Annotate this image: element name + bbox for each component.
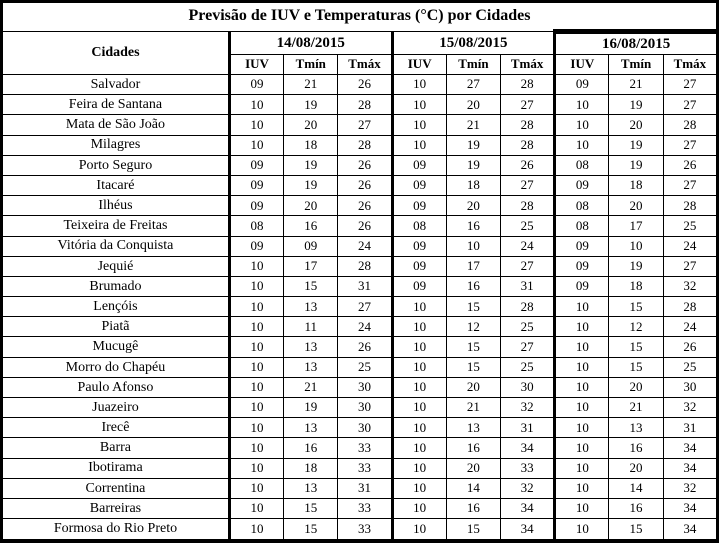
value-cell: 19 — [284, 95, 338, 115]
value-cell: 25 — [338, 357, 392, 377]
value-cell: 15 — [284, 498, 338, 518]
city-cell: Formosa do Rio Preto — [2, 519, 230, 541]
value-cell: 10 — [555, 95, 609, 115]
value-cell: 20 — [446, 458, 500, 478]
value-cell: 33 — [338, 498, 392, 518]
value-cell: 28 — [501, 297, 555, 317]
value-cell: 19 — [446, 135, 500, 155]
value-cell: 27 — [338, 297, 392, 317]
value-cell: 30 — [501, 377, 555, 397]
value-cell: 10 — [229, 377, 283, 397]
value-cell: 15 — [609, 297, 663, 317]
value-cell: 10 — [229, 297, 283, 317]
value-cell: 14 — [446, 478, 500, 498]
value-cell: 17 — [609, 216, 663, 236]
value-cell: 16 — [446, 438, 500, 458]
table-row — [2, 357, 718, 377]
value-cell: 31 — [338, 478, 392, 498]
value-cell: 33 — [501, 458, 555, 478]
value-cell: 10 — [555, 377, 609, 397]
value-cell: 27 — [663, 256, 717, 276]
tmin-header-1: Tmín — [284, 55, 338, 75]
value-cell: 09 — [229, 196, 283, 216]
table-row — [2, 418, 718, 438]
value-cell: 10 — [392, 297, 446, 317]
value-cell: 16 — [446, 216, 500, 236]
value-cell: 09 — [229, 175, 283, 195]
value-cell: 10 — [229, 337, 283, 357]
value-cell: 10 — [392, 498, 446, 518]
table-body — [2, 75, 718, 542]
value-cell: 10 — [392, 75, 446, 95]
city-cell: Porto Seguro — [2, 155, 230, 175]
value-cell: 32 — [501, 398, 555, 418]
value-cell: 26 — [501, 155, 555, 175]
value-cell: 26 — [338, 337, 392, 357]
value-cell: 15 — [284, 276, 338, 296]
tmax-header-2: Tmáx — [501, 55, 555, 75]
value-cell: 15 — [446, 297, 500, 317]
value-cell: 16 — [446, 276, 500, 296]
value-cell: 28 — [501, 135, 555, 155]
value-cell: 10 — [555, 135, 609, 155]
city-cell: Ilhéus — [2, 196, 230, 216]
city-cell: Mata de São João — [2, 115, 230, 135]
value-cell: 26 — [663, 155, 717, 175]
table-row — [2, 519, 718, 541]
value-cell: 09 — [392, 256, 446, 276]
value-cell: 28 — [501, 115, 555, 135]
value-cell: 27 — [663, 175, 717, 195]
value-cell: 15 — [284, 519, 338, 541]
value-cell: 27 — [663, 95, 717, 115]
table-row — [2, 135, 718, 155]
value-cell: 28 — [663, 297, 717, 317]
value-cell: 20 — [609, 196, 663, 216]
table-row — [2, 498, 718, 518]
city-cell: Salvador — [2, 75, 230, 95]
value-cell: 28 — [501, 75, 555, 95]
table-row — [2, 75, 718, 95]
value-cell: 10 — [555, 337, 609, 357]
value-cell: 28 — [338, 256, 392, 276]
value-cell: 10 — [555, 519, 609, 541]
value-cell: 09 — [229, 236, 283, 256]
table-row — [2, 276, 718, 296]
value-cell: 09 — [555, 256, 609, 276]
value-cell: 13 — [284, 337, 338, 357]
value-cell: 08 — [555, 216, 609, 236]
value-cell: 14 — [609, 478, 663, 498]
value-cell: 34 — [663, 498, 717, 518]
title-row — [2, 2, 718, 32]
tmin-header-2: Tmín — [446, 55, 500, 75]
city-cell: Feira de Santana — [2, 95, 230, 115]
value-cell: 19 — [284, 155, 338, 175]
value-cell: 10 — [392, 317, 446, 337]
value-cell: 19 — [609, 155, 663, 175]
value-cell: 13 — [446, 418, 500, 438]
value-cell: 10 — [229, 357, 283, 377]
value-cell: 09 — [555, 175, 609, 195]
value-cell: 10 — [392, 519, 446, 541]
value-cell: 10 — [392, 135, 446, 155]
value-cell: 15 — [446, 519, 500, 541]
value-cell: 13 — [284, 357, 338, 377]
table-row — [2, 115, 718, 135]
city-cell: Jequié — [2, 256, 230, 276]
value-cell: 28 — [663, 196, 717, 216]
table-row — [2, 478, 718, 498]
value-cell: 30 — [338, 418, 392, 438]
iuv-header-1: IUV — [229, 55, 283, 75]
value-cell: 10 — [555, 438, 609, 458]
value-cell: 20 — [284, 196, 338, 216]
value-cell: 10 — [392, 438, 446, 458]
value-cell: 09 — [392, 236, 446, 256]
value-cell: 10 — [229, 398, 283, 418]
value-cell: 08 — [555, 196, 609, 216]
value-cell: 27 — [501, 337, 555, 357]
value-cell: 28 — [338, 95, 392, 115]
value-cell: 26 — [338, 216, 392, 236]
value-cell: 24 — [663, 236, 717, 256]
value-cell: 10 — [392, 377, 446, 397]
value-cell: 10 — [229, 418, 283, 438]
value-cell: 10 — [392, 418, 446, 438]
value-cell: 26 — [338, 75, 392, 95]
value-cell: 20 — [284, 115, 338, 135]
value-cell: 10 — [229, 478, 283, 498]
city-cell: Barreiras — [2, 498, 230, 518]
value-cell: 10 — [555, 418, 609, 438]
value-cell: 16 — [446, 498, 500, 518]
value-cell: 20 — [609, 115, 663, 135]
value-cell: 31 — [501, 276, 555, 296]
table-row — [2, 317, 718, 337]
value-cell: 28 — [338, 135, 392, 155]
value-cell: 27 — [338, 115, 392, 135]
value-cell: 25 — [501, 317, 555, 337]
value-cell: 18 — [609, 276, 663, 296]
table-row — [2, 398, 718, 418]
value-cell: 28 — [501, 196, 555, 216]
value-cell: 09 — [229, 75, 283, 95]
value-cell: 25 — [663, 216, 717, 236]
city-cell: Juazeiro — [2, 398, 230, 418]
value-cell: 30 — [338, 398, 392, 418]
table-row — [2, 458, 718, 478]
value-cell: 21 — [284, 75, 338, 95]
value-cell: 19 — [284, 175, 338, 195]
page-title: Previsão de IUV e Temperaturas (°C) por Cidades — [2, 2, 718, 32]
value-cell: 25 — [501, 357, 555, 377]
table-row — [2, 236, 718, 256]
value-cell: 27 — [446, 75, 500, 95]
table-row — [2, 175, 718, 195]
value-cell: 24 — [501, 236, 555, 256]
value-cell: 18 — [609, 175, 663, 195]
value-cell: 32 — [663, 398, 717, 418]
value-cell: 19 — [609, 135, 663, 155]
value-cell: 09 — [229, 155, 283, 175]
value-cell: 10 — [555, 357, 609, 377]
value-cell: 10 — [392, 398, 446, 418]
value-cell: 08 — [555, 155, 609, 175]
value-cell: 16 — [284, 438, 338, 458]
value-cell: 09 — [284, 236, 338, 256]
value-cell: 27 — [663, 135, 717, 155]
value-cell: 13 — [284, 418, 338, 438]
value-cell: 11 — [284, 317, 338, 337]
city-cell: Teixeira de Freitas — [2, 216, 230, 236]
value-cell: 09 — [392, 276, 446, 296]
value-cell: 28 — [663, 115, 717, 135]
value-cell: 15 — [446, 357, 500, 377]
tmax-header-1: Tmáx — [338, 55, 392, 75]
value-cell: 10 — [555, 478, 609, 498]
value-cell: 27 — [501, 256, 555, 276]
value-cell: 27 — [501, 95, 555, 115]
date-header-1: 14/08/2015 — [229, 32, 392, 55]
value-cell: 32 — [501, 478, 555, 498]
value-cell: 10 — [555, 498, 609, 518]
value-cell: 20 — [446, 377, 500, 397]
value-cell: 10 — [555, 398, 609, 418]
value-cell: 09 — [555, 75, 609, 95]
city-cell: Piatã — [2, 317, 230, 337]
value-cell: 13 — [284, 478, 338, 498]
value-cell: 10 — [392, 357, 446, 377]
value-cell: 19 — [284, 398, 338, 418]
value-cell: 09 — [392, 155, 446, 175]
value-cell: 09 — [392, 196, 446, 216]
iuv-header-2: IUV — [392, 55, 446, 75]
value-cell: 32 — [663, 478, 717, 498]
city-cell: Vitória da Conquista — [2, 236, 230, 256]
value-cell: 21 — [446, 398, 500, 418]
value-cell: 10 — [229, 498, 283, 518]
value-cell: 15 — [609, 357, 663, 377]
value-cell: 27 — [663, 75, 717, 95]
value-cell: 15 — [446, 337, 500, 357]
value-cell: 19 — [609, 95, 663, 115]
city-cell: Paulo Afonso — [2, 377, 230, 397]
value-cell: 27 — [501, 175, 555, 195]
table-row — [2, 155, 718, 175]
value-cell: 21 — [446, 115, 500, 135]
value-cell: 31 — [501, 418, 555, 438]
city-cell: Lençóis — [2, 297, 230, 317]
tmax-header-3: Tmáx — [663, 55, 717, 75]
value-cell: 16 — [284, 216, 338, 236]
value-cell: 34 — [663, 458, 717, 478]
value-cell: 10 — [229, 135, 283, 155]
table-row — [2, 216, 718, 236]
value-cell: 18 — [284, 135, 338, 155]
city-cell: Brumado — [2, 276, 230, 296]
value-cell: 10 — [229, 276, 283, 296]
value-cell: 21 — [284, 377, 338, 397]
value-cell: 19 — [609, 256, 663, 276]
tmin-header-3: Tmín — [609, 55, 663, 75]
value-cell: 33 — [338, 519, 392, 541]
value-cell: 10 — [229, 256, 283, 276]
date-header-row — [2, 32, 718, 55]
value-cell: 10 — [446, 236, 500, 256]
value-cell: 09 — [392, 175, 446, 195]
value-cell: 24 — [663, 317, 717, 337]
value-cell: 31 — [663, 418, 717, 438]
table-row — [2, 196, 718, 216]
value-cell: 10 — [392, 458, 446, 478]
value-cell: 16 — [609, 498, 663, 518]
city-cell: Correntina — [2, 478, 230, 498]
iuv-header-3: IUV — [555, 55, 609, 75]
value-cell: 10 — [609, 236, 663, 256]
value-cell: 20 — [446, 95, 500, 115]
value-cell: 20 — [446, 196, 500, 216]
city-cell: Itacaré — [2, 175, 230, 195]
table-row — [2, 95, 718, 115]
value-cell: 09 — [555, 276, 609, 296]
value-cell: 33 — [338, 458, 392, 478]
date-header-2: 15/08/2015 — [392, 32, 555, 55]
value-cell: 26 — [663, 337, 717, 357]
city-cell: Irecê — [2, 418, 230, 438]
value-cell: 12 — [609, 317, 663, 337]
value-cell: 31 — [338, 276, 392, 296]
value-cell: 17 — [446, 256, 500, 276]
value-cell: 30 — [663, 377, 717, 397]
value-cell: 30 — [338, 377, 392, 397]
value-cell: 26 — [338, 196, 392, 216]
city-cell: Mucugê — [2, 337, 230, 357]
value-cell: 34 — [663, 519, 717, 541]
city-cell: Milagres — [2, 135, 230, 155]
value-cell: 10 — [555, 317, 609, 337]
city-cell: Ibotirama — [2, 458, 230, 478]
value-cell: 10 — [392, 337, 446, 357]
value-cell: 10 — [392, 95, 446, 115]
value-cell: 10 — [229, 317, 283, 337]
city-cell: Barra — [2, 438, 230, 458]
value-cell: 10 — [392, 478, 446, 498]
value-cell: 12 — [446, 317, 500, 337]
value-cell: 15 — [609, 337, 663, 357]
value-cell: 34 — [663, 438, 717, 458]
value-cell: 21 — [609, 398, 663, 418]
value-cell: 16 — [609, 438, 663, 458]
value-cell: 24 — [338, 236, 392, 256]
value-cell: 18 — [284, 458, 338, 478]
value-cell: 19 — [446, 155, 500, 175]
value-cell: 25 — [501, 216, 555, 236]
table-row — [2, 377, 718, 397]
value-cell: 10 — [229, 95, 283, 115]
value-cell: 24 — [338, 317, 392, 337]
value-cell: 10 — [555, 115, 609, 135]
value-cell: 20 — [609, 377, 663, 397]
value-cell: 26 — [338, 175, 392, 195]
value-cell: 10 — [229, 519, 283, 541]
value-cell: 18 — [446, 175, 500, 195]
value-cell: 09 — [555, 236, 609, 256]
table-row — [2, 297, 718, 317]
value-cell: 15 — [609, 519, 663, 541]
value-cell: 34 — [501, 519, 555, 541]
value-cell: 10 — [555, 297, 609, 317]
value-cell: 10 — [229, 458, 283, 478]
cities-column-header: Cidades — [2, 32, 230, 75]
value-cell: 10 — [229, 115, 283, 135]
value-cell: 10 — [229, 438, 283, 458]
value-cell: 10 — [555, 458, 609, 478]
table-row — [2, 438, 718, 458]
value-cell: 20 — [609, 458, 663, 478]
value-cell: 34 — [501, 498, 555, 518]
value-cell: 32 — [663, 276, 717, 296]
value-cell: 17 — [284, 256, 338, 276]
value-cell: 33 — [338, 438, 392, 458]
value-cell: 25 — [663, 357, 717, 377]
value-cell: 08 — [229, 216, 283, 236]
value-cell: 08 — [392, 216, 446, 236]
city-cell: Morro do Chapéu — [2, 357, 230, 377]
value-cell: 34 — [501, 438, 555, 458]
value-cell: 10 — [392, 115, 446, 135]
table-row — [2, 337, 718, 357]
value-cell: 13 — [284, 297, 338, 317]
value-cell: 13 — [609, 418, 663, 438]
table-row — [2, 256, 718, 276]
date-header-3: 16/08/2015 — [555, 32, 718, 55]
value-cell: 21 — [609, 75, 663, 95]
value-cell: 26 — [338, 155, 392, 175]
